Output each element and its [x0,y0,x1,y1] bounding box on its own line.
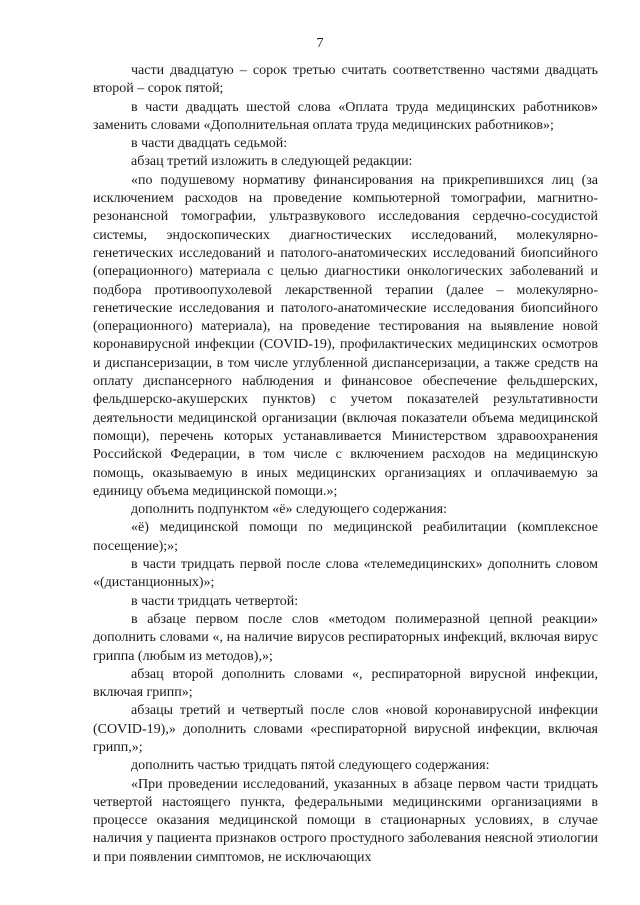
paragraph: в абзаце первом после слов «методом полимеразной цепной реакции» дополнить словами «, на наличие вирусов респираторных инфекций, включая вирус гриппа (любым из методов),»; [93,611,598,664]
paragraph: в части тридцать первой после слова «телемедицинских» дополнить словом «(дистанционных)»; [93,557,598,591]
paragraph: «по подушевому нормативу финансирования на прикрепившихся лиц (за исключением расходов на проведение компьютерной томографии, магнитно-резонансной томографии, ультразвукового исследования сердечно-сосудистой системы, эндоскопических диагностических исследований, молекулярно-генетических исследований и патолого-анатомических исследований биопсийного (операционного) материала с целью диагностики онкологических заболеваний и подбора противоопухолевой лекарственной терапии (далее – молекулярно-генетические исследования и патолого-анатомические исследования биопсийного (операционного) материала), на проведение тестирования на выявление новой коронавирусной инфекции (COVID-19), профилактических медицинских осмотров и диспансеризации, в том числе углубленной диспансеризации, а также средств на оплату диспансерного наблюдения и финансовое обеспечение фельдшерских, фельдшерско-акушерских пунктов) с учетом показателей результативности деятельности медицинской организации (включая показатели объема медицинской помощи), перечень которых устанавливается Министерством здравоохранения Российской Федерации, в том числе с включением расходов на медицинскую помощь, оказываемую в иных медицинских организациях и оплачиваемую за единицу объема медицинской помощи.»; [93,172,598,499]
paragraph: в части двадцать седьмой: [131,136,288,152]
paragraph: «При проведении исследований, указанных в абзаце первом части тридцать четвертой настоящего пункта, федеральными медицинскими организациями в процессе оказания медицинской помощи в стационарных условиях, в случае наличия у пациента признаков острого простудного заболевания неясной этиологии и при появлении симптомов, не исключающих [93,776,598,865]
paragraph: абзац второй дополнить словами «, респираторной вирусной инфекции, включая грипп»; [93,666,598,701]
document-body [93,62,598,867]
paragraph: части двадцатую – сорок третью считать соответственно частями двадцать второй – сорок пятой; [93,63,598,97]
paragraph: абзац третий изложить в следующей редакции: [131,154,413,170]
page-number: 7 [316,36,324,51]
paragraph: дополнить частью тридцать пятой следующего содержания: [131,758,490,774]
paragraph: дополнить подпунктом «ё» следующего содержания: [131,502,448,518]
paragraph: в части двадцать шестой слова «Оплата труда медицинских работников» заменить словами «Дополнительная оплата труда медицинских работников»; [93,99,598,133]
paragraph: абзацы третий и четвертый после слов «новой коронавирусной инфекции (COVID-19),» дополнить словами «респираторной вирусной инфекции, включая грипп,»; [93,703,598,755]
paragraph: в части тридцать четвертой: [131,593,299,609]
paragraph: «ё) медицинской помощи по медицинской реабилитации (комплексное посещение);»; [93,520,598,554]
